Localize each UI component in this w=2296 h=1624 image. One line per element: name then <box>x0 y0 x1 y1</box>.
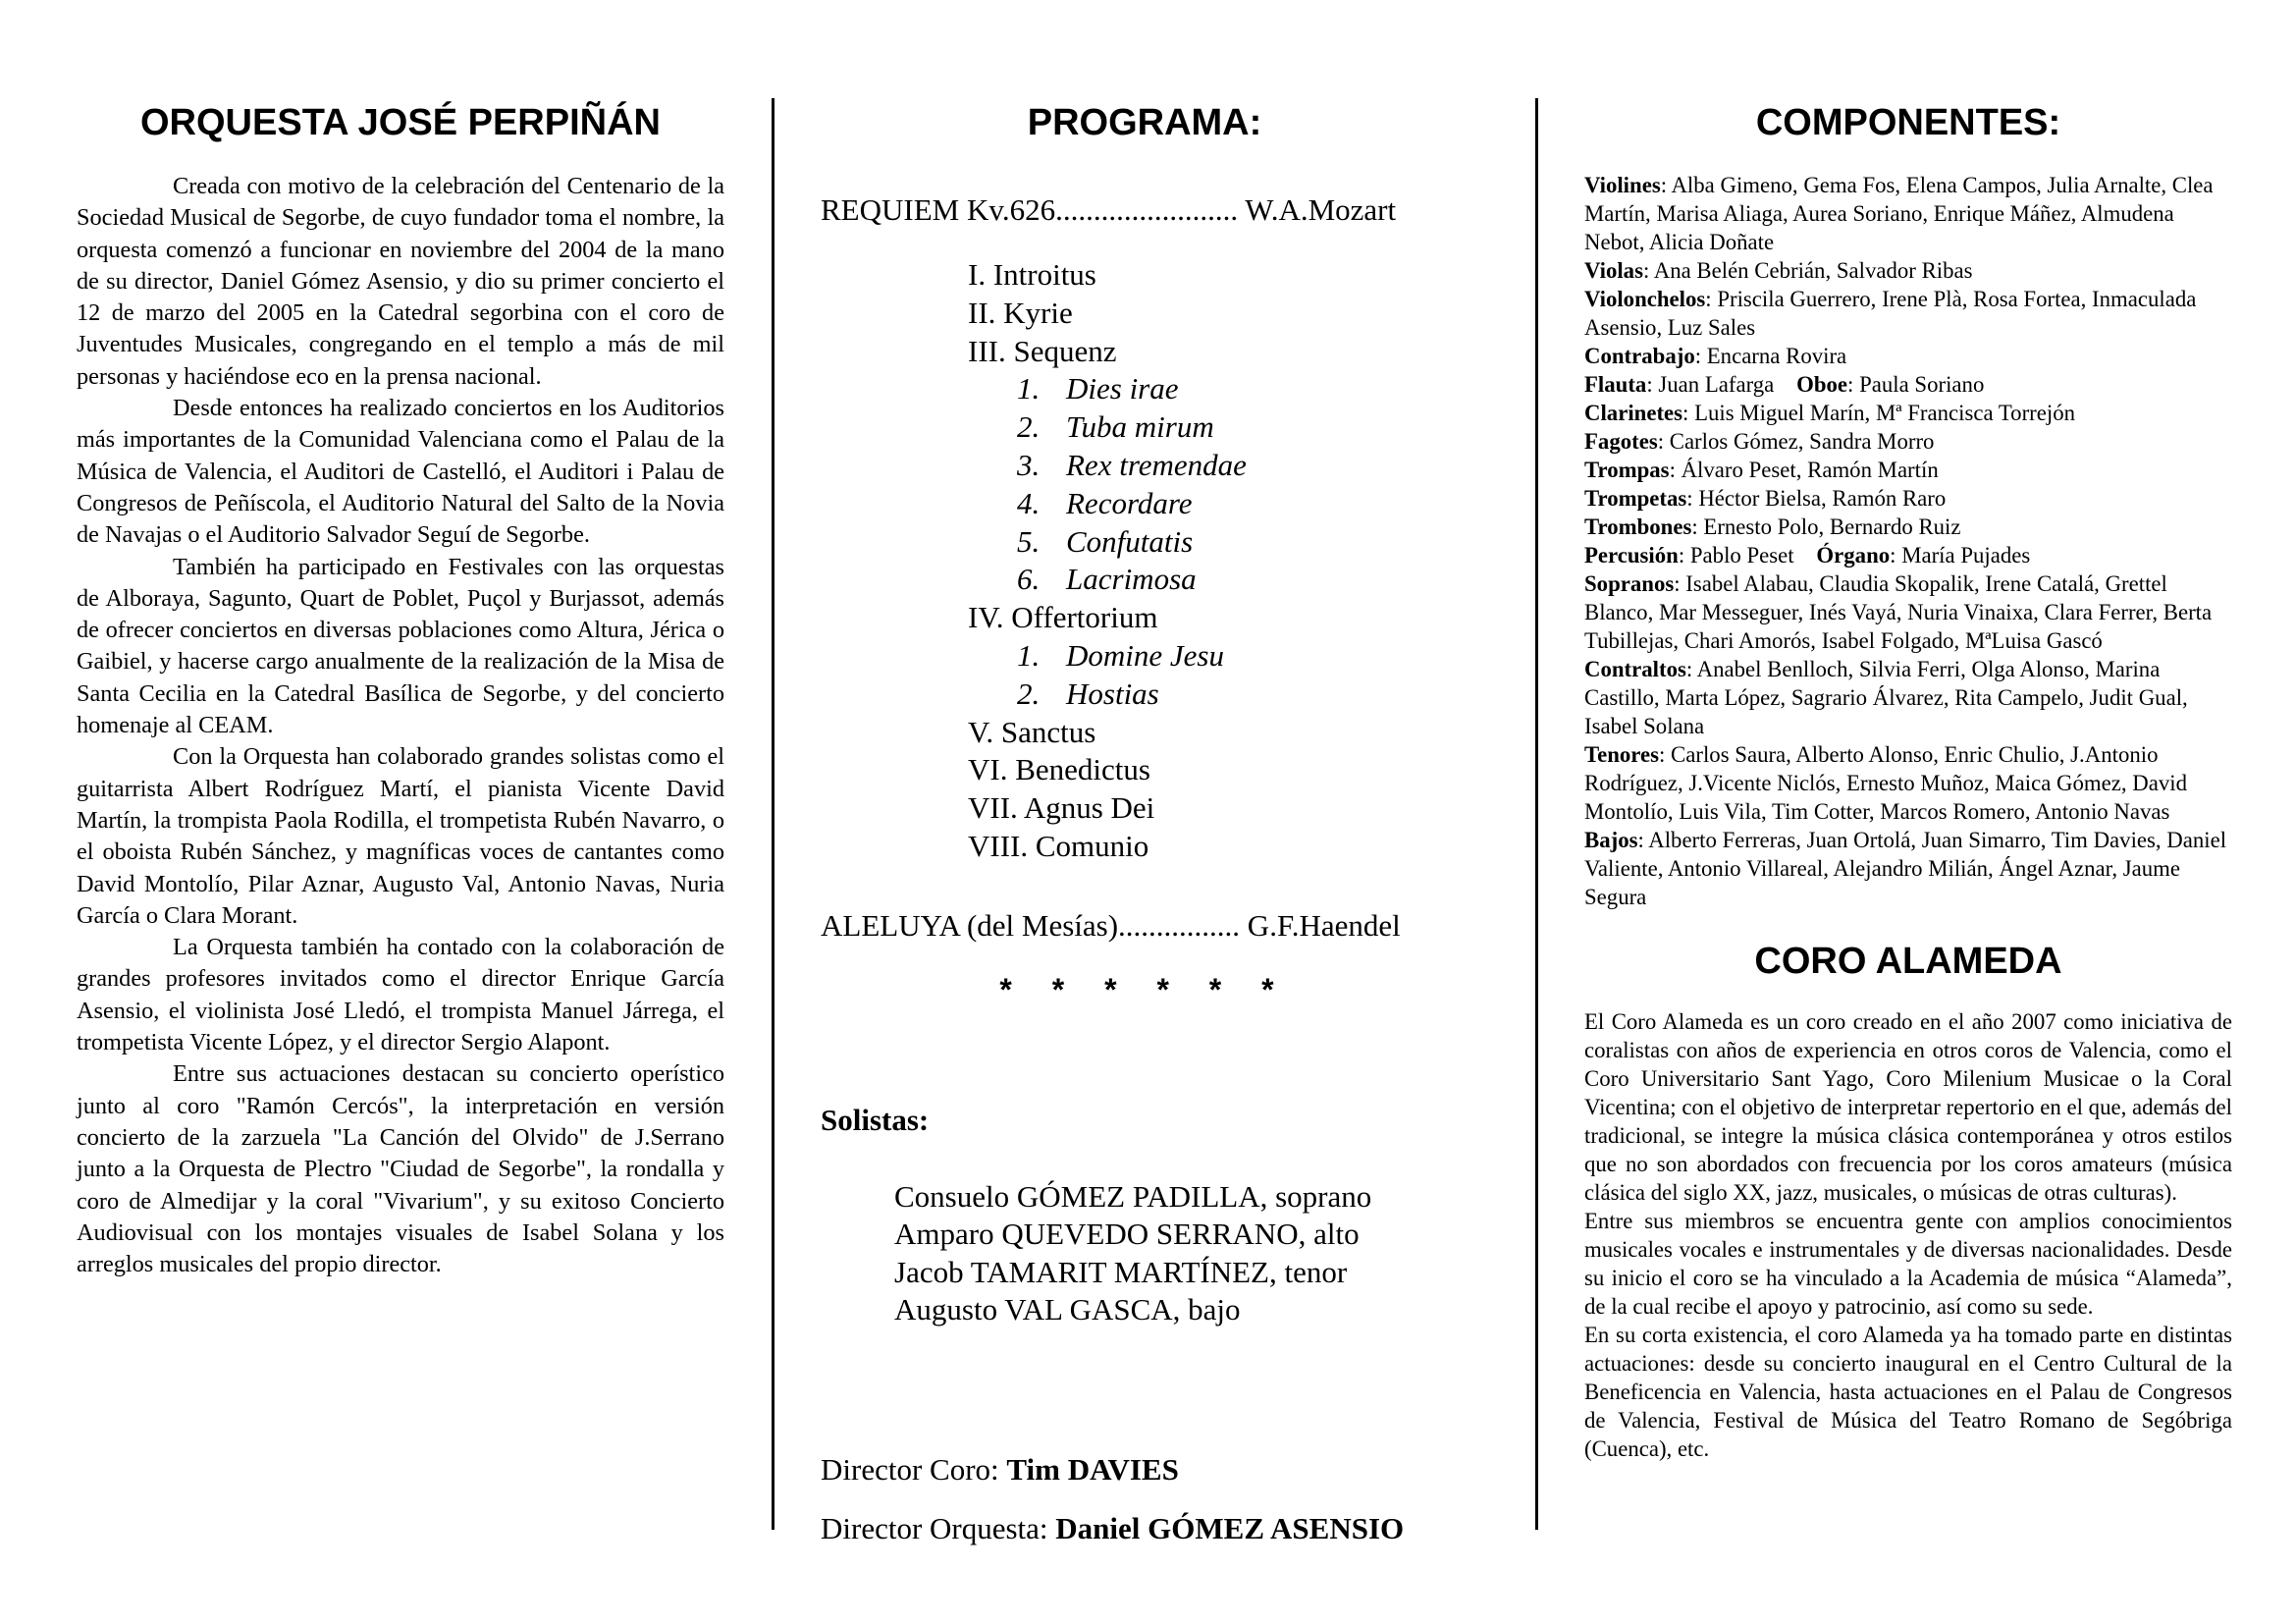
sub-movement-number: 2. <box>1017 409 1041 445</box>
sub-movement-label: Lacrimosa <box>1066 562 1197 597</box>
sub-movement-number: 5. <box>1017 523 1041 559</box>
section-names: : Alba Gimeno, Gema Fos, Elena Campos, Julia Arnalte, Clea Martín, Marisa Aliaga, Aurea Soriano, Enrique Máñez, Almudena Nebot, Alicia Doñate <box>1584 173 2214 254</box>
programa-title: PROGRAMA: <box>1027 102 1262 143</box>
member-section <box>1584 285 2232 342</box>
orquesta-paragraph: Con la Orquesta han colaborado grandes solistas como el guitarrista Albert Rodríguez Martí, el pianista Vicente David Martín, la trompista Paola Rodilla, el trompetista Rubén Navarro, o el oboista Rubén Sánchez, y magníficas voces de cantantes como David Montolío, Pilar Aznar, Augusto Val, Antonio Navas, Nuria García o Clara Morant. <box>77 743 724 929</box>
coro-paragraph: Entre sus miembros se encuentra gente con amplios conocimientos musicales vocales e instrumentales y de diversas nacionalidades. Desde su inicio el coro se ha vinculado a la Academia de música “Alameda”, de la cual recibe el apoyo y patrocinio, así como su sede. <box>1584 1209 2232 1319</box>
sub-movement-item <box>968 637 1468 676</box>
member-section <box>1584 370 2232 399</box>
movement-item: III. Sequenz <box>968 333 1117 368</box>
member-section <box>1584 655 2232 740</box>
sub-movement-label: Recordare <box>1066 485 1193 520</box>
section-names: : Luis Miguel Marín, Mª Francisca Torrejón <box>1682 401 2076 425</box>
orquesta-column <box>77 98 724 1280</box>
movement-item: VI. Benedictus <box>968 752 1150 787</box>
soloist-item: Amparo QUEVEDO SERRANO, alto <box>894 1217 1360 1252</box>
section-names: : Juan Lafarga <box>1646 372 1775 397</box>
director-coro-name: Tim DAVIES <box>1006 1451 1179 1487</box>
section-names: : Priscila Guerrero, Irene Plà, Rosa Fortea, Inmaculada Asensio, Luz Sales <box>1584 287 2197 340</box>
section-names: : Anabel Benlloch, Silvia Ferri, Olga Alonso, Marina Castillo, Marta López, Sagrario Álvarez, Rita Campelo, Judit Gual, Isabel Solana <box>1584 657 2188 738</box>
member-section <box>1584 513 2232 541</box>
member-section <box>1584 171 2232 256</box>
coro-paragraph: En su corta existencia, el coro Alameda ya ha tomado parte en distintas actuaciones: desde su concierto inaugural en el Centro Cultural de la Beneficencia en Valencia, hasta actuaciones en el Palau de Congresos de Valencia, Festival de Música del Teatro Romano de Segóbriga (Cuenca), etc. <box>1584 1323 2232 1461</box>
section-label: Trompas <box>1584 458 1670 482</box>
section-label: Violas <box>1584 258 1643 283</box>
section-names: : Paula Soriano <box>1847 372 1985 397</box>
section-label: Trompetas <box>1584 486 1687 511</box>
movement-item: II. Kyrie <box>968 295 1073 330</box>
orquesta-paragraph: También ha participado en Festivales con las orquestas de Alboraya, Sagunto, Quart de Poblet, Puçol y Burjassot, además de ofrecer conciertos en diversas poblaciones como Altura, Jérica o Gaibiel, y hacerse cargo anualmente de la realización de la Misa de Santa Cecilia en la Catedral Basílica de Segorbe, y del concierto homenaje al CEAM. <box>77 553 724 739</box>
section-names: : Pablo Peset <box>1678 543 1794 568</box>
soloist-item: Augusto VAL GASCA, bajo <box>894 1292 1241 1327</box>
director-coro <box>821 1451 1468 1489</box>
sub-movement-item <box>968 523 1468 562</box>
componentes-column <box>1584 98 2232 1463</box>
soloist-item: Jacob TAMARIT MARTÍNEZ, tenor <box>894 1254 1348 1289</box>
column-divider-right <box>1535 98 1538 1530</box>
programa-column <box>821 98 1468 1547</box>
member-section <box>1584 256 2232 285</box>
director-coro-label: Director Coro: <box>821 1451 1007 1487</box>
coro-title: CORO ALAMEDA <box>1754 941 2062 982</box>
aleluya-work: ALELUYA (del Mesías)................ G.F.Haendel <box>821 907 1401 943</box>
sub-movement-item <box>968 447 1468 485</box>
section-label: Clarinetes <box>1584 401 1683 425</box>
section-names: : Alberto Ferreras, Juan Ortolá, Juan Simarro, Tim Davies, Daniel Valiente, Antonio Villareal, Alejandro Milián, Ángel Aznar, Jaume Segura <box>1584 828 2227 909</box>
soloists-title: Solistas: <box>821 1102 930 1137</box>
section-label: Contrabajo <box>1584 344 1695 368</box>
orquesta-title: ORQUESTA JOSÉ PERPIÑÁN <box>140 102 661 143</box>
section-label: Contraltos <box>1584 657 1686 681</box>
sub-movement-label: Hostias <box>1066 676 1159 711</box>
section-label: Órgano <box>1816 543 1891 568</box>
sub-movement-number: 6. <box>1017 562 1041 597</box>
member-section <box>1584 456 2232 484</box>
section-names: : Carlos Saura, Alberto Alonso, Enric Chulio, J.Antonio Rodríguez, J.Vicente Niclós, Ernesto Muñoz, Maica Gómez, David Montolío, Luis Vila, Tim Cotter, Marcos Romero, Antonio Navas <box>1584 742 2187 824</box>
orquesta-paragraph: Entre sus actuaciones destacan su concierto operístico junto al coro "Ramón Cercós", la interpretación en versión concierto de la zarzuela "La Canción del Olvido" de J.Serrano junto a la Orquesta de Plectro "Ciudad de Segorbe", la rondalla y coro de Almedijar y la coral "Vivarium", y su exitoso Concierto Audiovisual con los montajes visuales de Isabel Solana y los arreglos musicales del propio director. <box>77 1060 724 1278</box>
movement-item: VII. Agnus Dei <box>968 790 1155 826</box>
movement-item: IV. Offertorium <box>968 600 1158 635</box>
sub-movement-label: Domine Jesu <box>1066 637 1224 673</box>
sub-movement-item <box>968 561 1468 599</box>
member-section <box>1584 484 2232 513</box>
requiem-work: REQUIEM Kv.626........................ W.A.Mozart <box>821 192 1397 227</box>
section-names: : Álvaro Peset, Ramón Martín <box>1669 458 1939 482</box>
section-names: : Carlos Gómez, Sandra Morro <box>1657 429 1935 454</box>
orquesta-paragraph: Desde entonces ha realizado conciertos en los Auditorios más importantes de la Comunidad Valenciana como el Palau de la Música de Valencia, el Auditori de Castelló, el Auditori i Palau de Congresos de Peñíscola, el Auditorio Natural del Salto de la Novia de Navajas o el Auditorio Salvador Seguí de Segorbe. <box>77 395 724 549</box>
sub-movement-item <box>968 370 1468 408</box>
orquesta-body <box>77 171 724 1280</box>
member-section <box>1584 826 2232 911</box>
section-label: Sopranos <box>1584 571 1675 596</box>
member-section <box>1584 399 2232 427</box>
soloists-list <box>894 1178 1468 1329</box>
orquesta-paragraph: La Orquesta también ha contado con la colaboración de grandes profesores invitados como el director Enrique García Asensio, el violinista José Lledó, el trompista Manuel Járrega, el trompetista Vicente López, y el director Sergio Alapont. <box>77 934 724 1056</box>
sub-movement-number: 1. <box>1017 371 1041 406</box>
sub-movement-number: 4. <box>1017 485 1041 520</box>
sub-movement-item <box>968 485 1468 523</box>
director-orquesta-name: Daniel GÓMEZ ASENSIO <box>1055 1510 1405 1545</box>
soloist-item: Consuelo GÓMEZ PADILLA, soprano <box>894 1178 1372 1214</box>
sub-movement-number: 1. <box>1017 637 1041 673</box>
section-label: Violonchelos <box>1584 287 1706 311</box>
sub-movement-item <box>968 408 1468 447</box>
section-label: Bajos <box>1584 828 1638 852</box>
member-section <box>1584 342 2232 370</box>
section-names: : Isabel Alabau, Claudia Skopalik, Irene Catalá, Grettel Blanco, Mar Messeguer, Inés Vayá, Nuria Vinaixa, Clara Ferrer, Berta Tubillejas, Chari Amorós, Isabel Folgado, MªLuisa Gascó <box>1584 571 2213 653</box>
member-section <box>1584 427 2232 456</box>
sub-movement-number: 3. <box>1017 447 1041 482</box>
movement-item: VIII. Comunio <box>968 828 1149 863</box>
componentes-title: COMPONENTES: <box>1755 102 2061 143</box>
movement-item: I. Introitus <box>968 257 1096 292</box>
members-list <box>1584 171 2232 911</box>
separator-stars: * * * * * * <box>999 971 1290 1007</box>
section-label: Violines <box>1584 173 1661 197</box>
section-label: Oboe <box>1796 372 1848 397</box>
section-names: : María Pujades <box>1890 543 2031 568</box>
section-label: Fagotes <box>1584 429 1658 454</box>
section-label: Tenores <box>1584 742 1660 767</box>
movement-list <box>968 256 1468 866</box>
sub-movement-label: Tuba mirum <box>1066 409 1214 445</box>
section-label: Flauta <box>1584 372 1647 397</box>
coro-paragraph: El Coro Alameda es un coro creado en el año 2007 como iniciativa de coralistas con años de experiencia en otros coros de Valencia, como el Coro Universitario Sant Yago, Coro Milenium Musicae o la Coral Vicentina; con el objetivo de interpretar repertorio en el que, además del tradicional, se integre la música clásica contemporánea y otros estilos que no son abordados con frecuencia por los coros amateurs (música clásica del siglo XX, jazz, musicales, o músicas de otras culturas). <box>1584 1009 2232 1205</box>
member-section <box>1584 541 2232 569</box>
section-names: : Ana Belén Cebrián, Salvador Ribas <box>1642 258 1973 283</box>
section-label: Percusión <box>1584 543 1679 568</box>
member-section <box>1584 740 2232 826</box>
director-orquesta-label: Director Orquesta: <box>821 1510 1056 1545</box>
sub-movement-label: Dies irae <box>1066 371 1179 406</box>
section-names: : Encarna Rovira <box>1694 344 1847 368</box>
director-orquesta <box>821 1510 1468 1547</box>
coro-body <box>1584 1007 2232 1463</box>
section-names: : Ernesto Polo, Bernardo Ruiz <box>1691 514 1961 539</box>
sub-movement-item <box>968 676 1468 714</box>
column-divider-left <box>772 98 774 1530</box>
section-names: : Héctor Bielsa, Ramón Raro <box>1686 486 1947 511</box>
orquesta-paragraph: Creada con motivo de la celebración del Centenario de la Sociedad Musical de Segorbe, de cuyo fundador toma el nombre, la orquesta comenzó a funcionar en noviembre del 2004 de la mano de su director, Daniel Gómez Asensio, y dio su primer concierto el 12 de marzo del 2005 en la Catedral segorbina con el coro de Juventudes Musicales, congregando en el templo a más de mil personas y haciéndose eco en la prensa nacional. <box>77 173 724 390</box>
member-section <box>1584 569 2232 655</box>
sub-movement-number: 2. <box>1017 676 1041 711</box>
movement-item: V. Sanctus <box>968 714 1096 749</box>
sub-movement-label: Rex tremendae <box>1066 447 1247 482</box>
section-label: Trombones <box>1584 514 1692 539</box>
sub-movement-label: Confutatis <box>1066 523 1194 559</box>
